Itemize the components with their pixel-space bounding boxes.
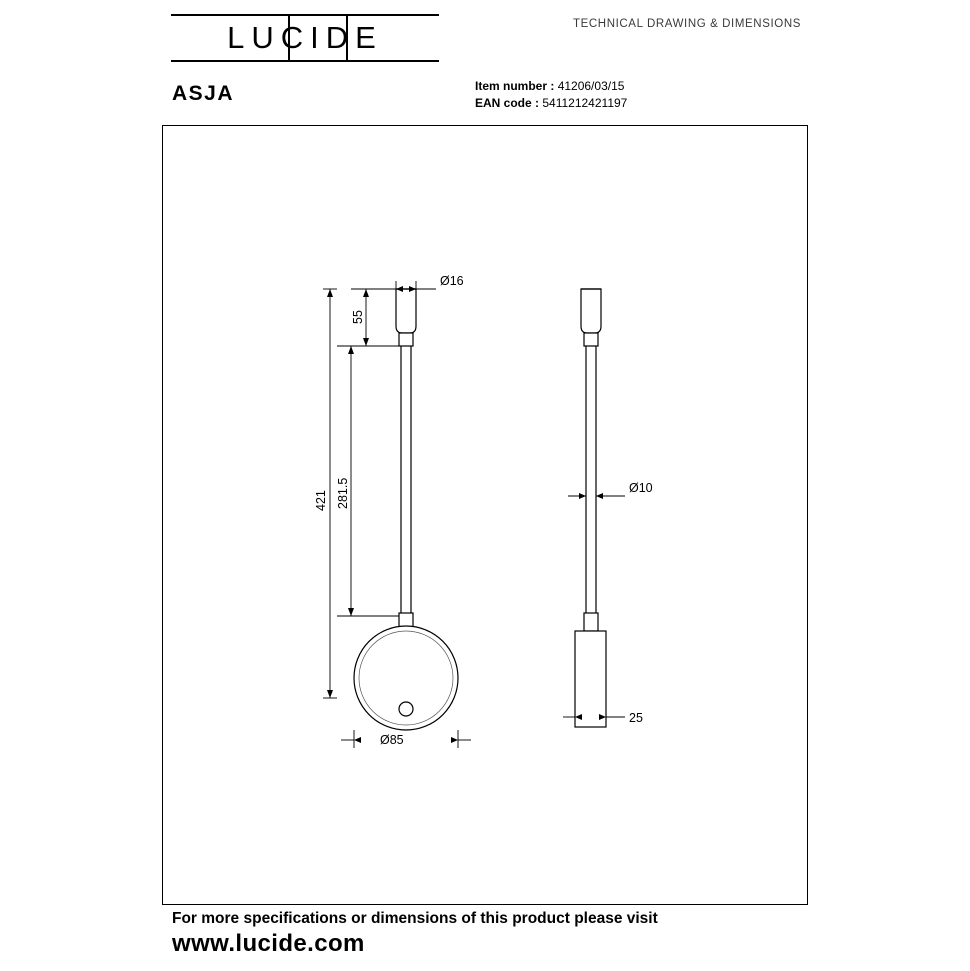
dim-rod-diameter-label: Ø10 <box>629 481 653 495</box>
dim-top-diameter-label: Ø16 <box>440 274 464 288</box>
front-lamp-head <box>396 289 416 333</box>
front-neck-joint <box>399 333 413 346</box>
side-view-group <box>575 289 606 727</box>
ean-code-value: 5411212421197 <box>542 96 628 110</box>
item-number-value: 41206/03/15 <box>557 79 625 93</box>
product-identifiers <box>475 78 627 112</box>
front-switch-button <box>399 702 413 716</box>
item-number-row <box>475 78 627 95</box>
document-type-title: TECHNICAL DRAWING & DIMENSIONS <box>573 18 801 30</box>
footer-website[interactable]: www.lucide.com <box>172 930 365 957</box>
logo-text: LUCIDE <box>227 20 383 55</box>
dim-head-height-label: 55 <box>351 310 365 324</box>
lucide-logo <box>171 14 439 62</box>
side-lower-joint <box>584 613 598 631</box>
dim-total-height-label: 421 <box>314 490 328 511</box>
technical-drawing-svg <box>163 126 809 906</box>
dim-base-diameter <box>341 730 471 748</box>
dim-arm-height-label: 281.5 <box>336 477 350 509</box>
front-view-group <box>354 289 458 730</box>
item-number-label: Item number : <box>475 79 555 93</box>
dim-base-diameter-label: Ø85 <box>380 733 404 747</box>
ean-code-row <box>475 95 627 112</box>
side-base-block <box>575 631 606 727</box>
page-title: ASJA <box>172 82 235 105</box>
dim-base-depth-label: 25 <box>629 711 643 725</box>
footer-text: For more specifications or dimensions of this product please visit <box>172 910 658 927</box>
side-neck-joint <box>584 333 598 346</box>
ean-code-label: EAN code : <box>475 96 540 110</box>
drawing-frame <box>162 125 808 905</box>
side-lamp-head <box>581 289 601 333</box>
